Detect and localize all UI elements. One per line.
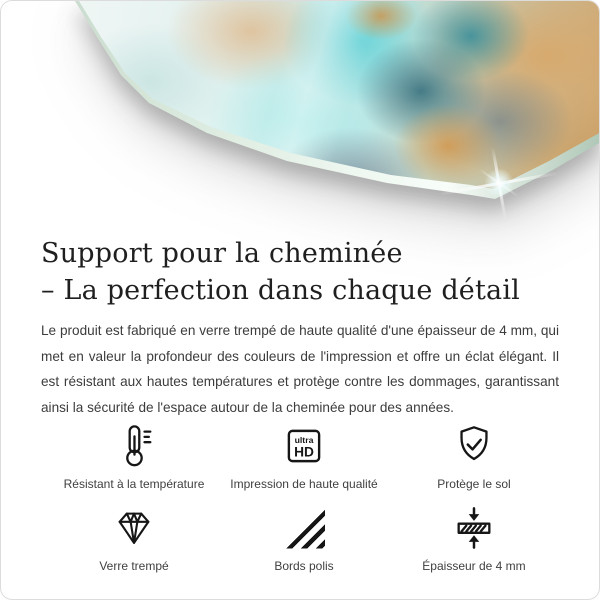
- feature-label: Résistant à la température: [63, 477, 205, 491]
- ultra-hd-icon: [282, 422, 326, 469]
- feature-tempered-glass: [49, 504, 219, 573]
- title-line2: – La perfection dans chaque détail: [41, 275, 520, 306]
- product-description-text: Le produit est fabriqué en verre trempé de haute qualité d'une épaisseur de 4 mm, qui met en valeur la profondeur des couleurs de l'impression et offre un éclat élégant. Il est résistant aux hautes températures et protège contre les dommages, garantissant ainsi la sécurité de l'espace autour de la cheminée pour des années.: [41, 323, 559, 415]
- title-line1: Support pour la cheminée: [41, 238, 403, 269]
- feature-label: Épaisseur de 4 mm: [422, 559, 526, 573]
- feature-thickness: [389, 504, 559, 573]
- feature-floor-protection: [389, 422, 559, 491]
- product-description-section: [1, 235, 599, 573]
- feature-temperature: [49, 422, 219, 491]
- thermometer-icon: [111, 422, 157, 469]
- feature-label: Bords polis: [274, 559, 334, 573]
- svg-text:HD: HD: [294, 444, 314, 460]
- page-title: [41, 235, 559, 309]
- feature-print-quality: [219, 422, 389, 491]
- feature-label: Protège le sol: [437, 477, 511, 491]
- svg-text:ultra: ultra: [294, 434, 314, 445]
- feature-grid: [41, 422, 559, 573]
- thickness-icon: [451, 504, 497, 551]
- feature-label: Verre trempé: [99, 559, 169, 573]
- feature-polished-edges: [219, 504, 389, 573]
- shield-check-icon: [451, 422, 497, 469]
- feature-label: Impression de haute qualité: [230, 477, 378, 491]
- product-image: [1, 1, 599, 231]
- diamond-icon: [111, 504, 157, 551]
- polished-edges-icon: [283, 504, 325, 551]
